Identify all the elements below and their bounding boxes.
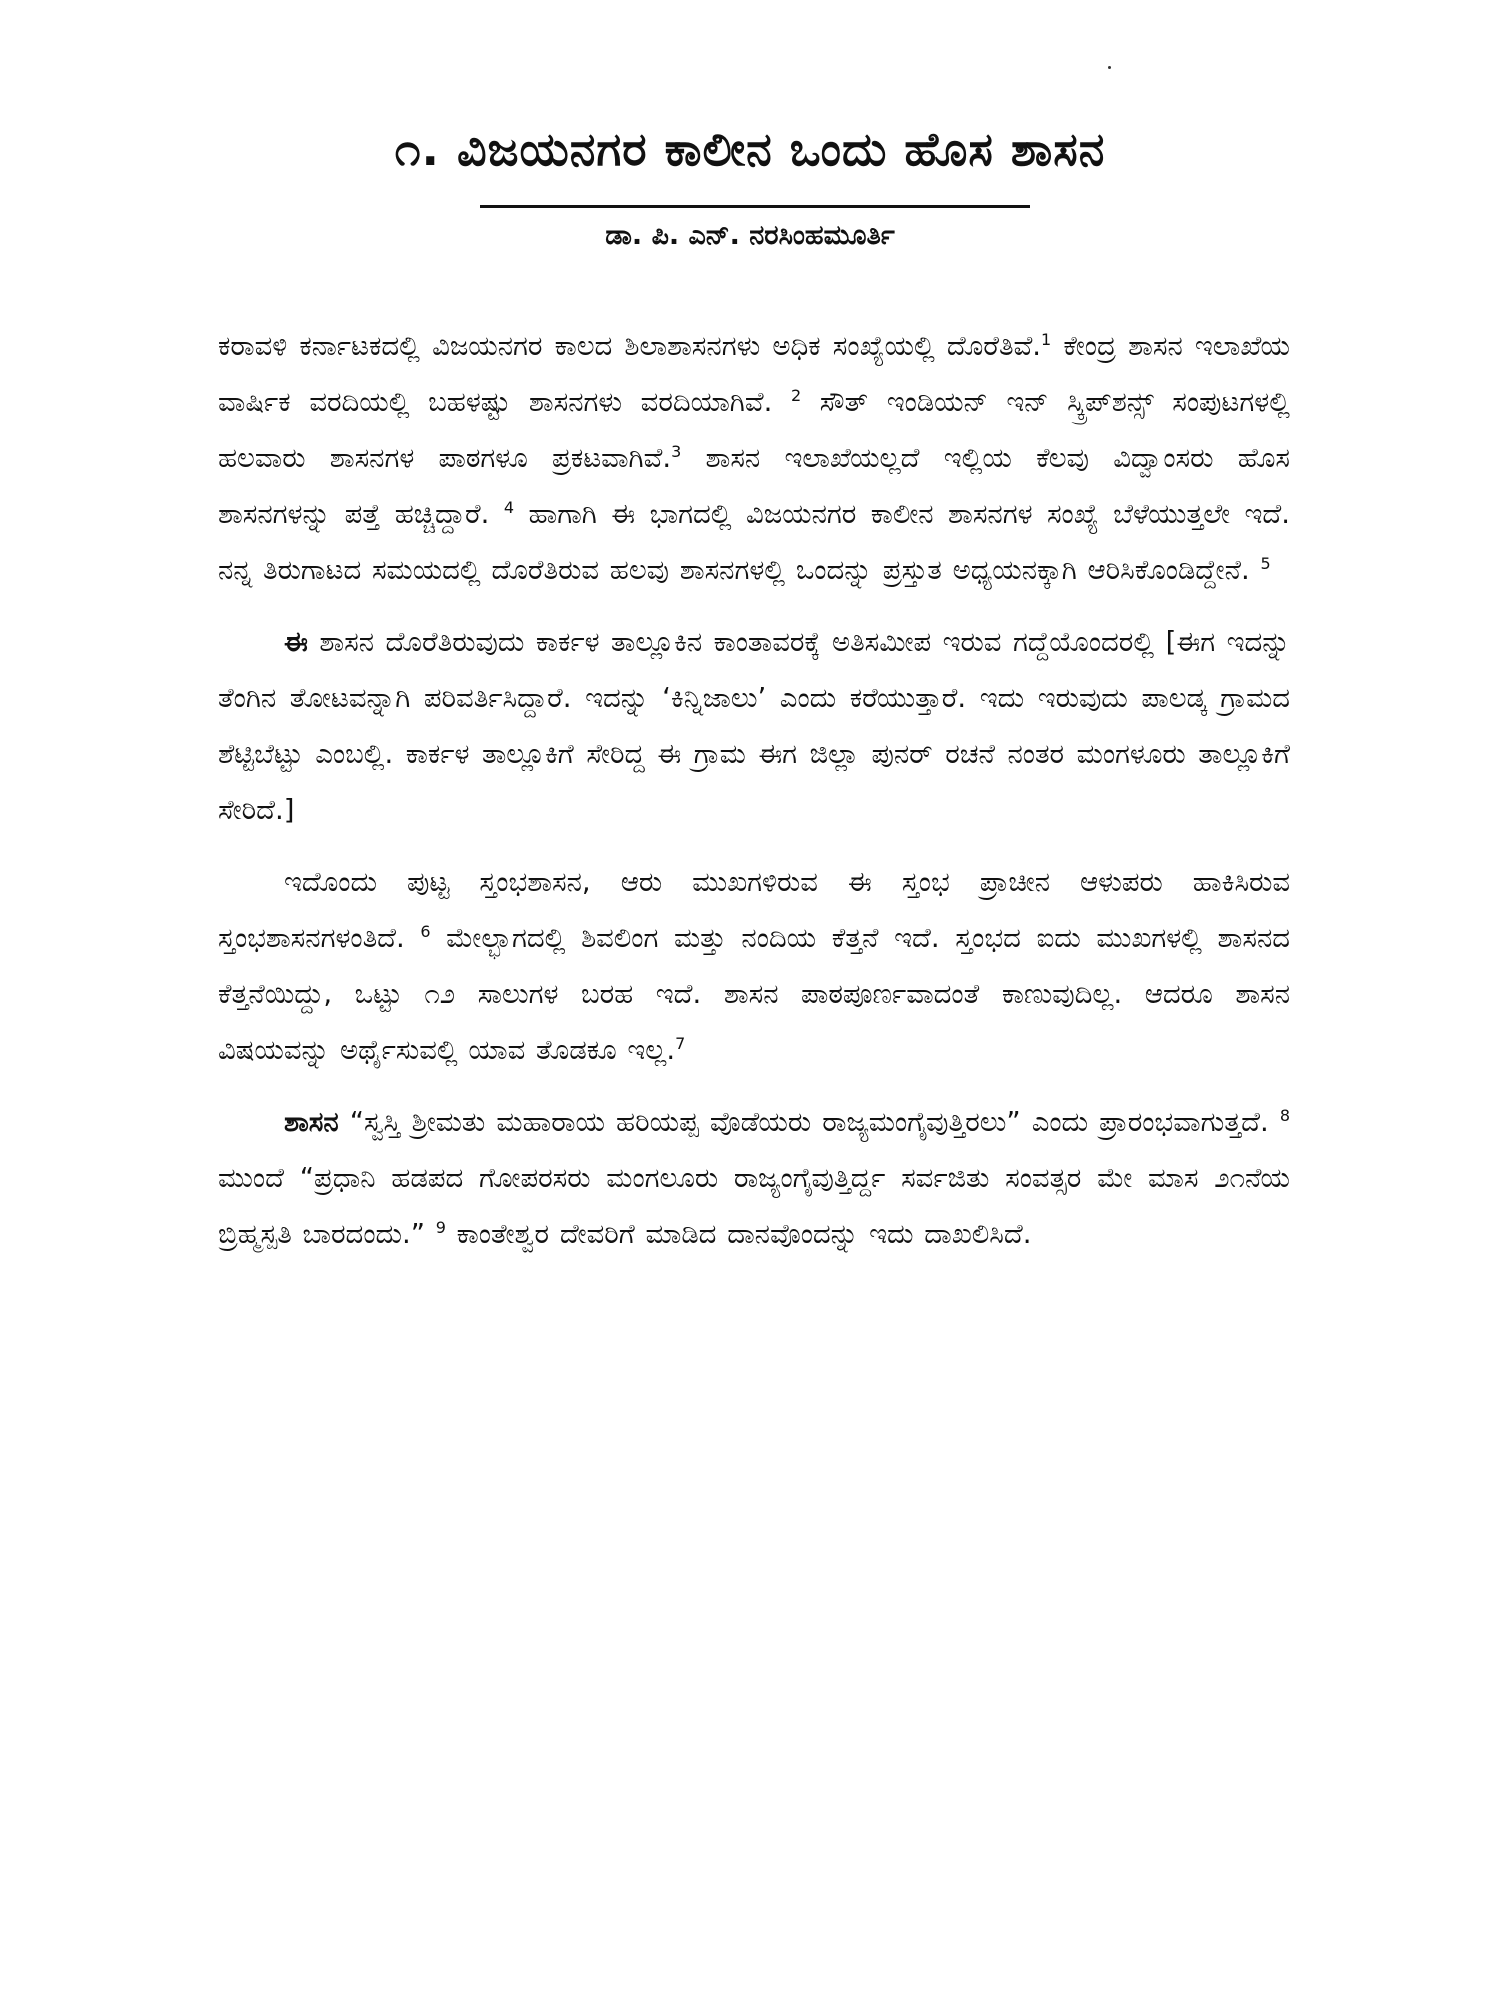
paragraph-text: ಕೇಂದ್ರ ಶಾಸನ ಇಲಾಖೆಯ ವಾರ್ಷಿಕ ವರದಿಯಲ್ಲಿ ಬಹಳಷ್ಟು ಶಾಸನಗಳು ವರದಿಯಾಗಿವೆ. bbox=[218, 330, 1290, 418]
footnote-ref: 2 bbox=[790, 385, 802, 405]
footnote-ref: 4 bbox=[503, 497, 515, 517]
title-underline bbox=[480, 205, 1030, 208]
paragraph-text: ಹಾಗಾಗಿ ಈ ಭಾಗದಲ್ಲಿ ವಿಜಯನಗರ ಕಾಲೀನ ಶಾಸನಗಳ ಸಂಖ್ಯೆ ಬೆಳೆಯುತ್ತಲೇ ಇದೆ. ನನ್ನ ತಿರುಗಾಟದ ಸಮಯದಲ್ಲಿ ದೊರೆತಿರುವ ಹಲವು ಶಾಸನಗಳಲ್ಲಿ ಒಂದನ್ನು ಪ್ರಸ್ತುತ ಅಧ್ಯಯನಕ್ಕಾಗಿ ಆರಿಸಿಕೊಂಡಿದ್ದೇನೆ. bbox=[218, 498, 1291, 586]
footnote-ref: 7 bbox=[675, 1033, 686, 1053]
paragraph-text: ಸೌತ್ ಇಂಡಿಯನ್ ಇನ್ ಸ್ಕ್ರಿಪ್‌ಶನ್ಸ್ ಸಂಪುಟಗಳಲ್ಲಿ ಹಲವಾರು ಶಾಸನಗಳ ಪಾಠಗಳೂ ಪ್ರಕಟವಾಗಿವೆ. bbox=[218, 386, 1290, 474]
paragraph-4 bbox=[218, 1094, 1290, 1262]
author-name: ಡಾ. ಪಿ. ಎನ್. ನರಸಿಂಹಮೂರ್ತಿ bbox=[605, 220, 895, 251]
paragraph-text: ಇದೊಂದು ಪುಟ್ಟ ಸ್ತಂಭಶಾಸನ, ಆರು ಮುಖಗಳಿರುವ ಈ ಸ್ತಂಭ ಪ್ರಾಚೀನ ಆಳುಪರು ಹಾಕಿಸಿರುವ ಸ್ತಂಭಶಾಸನಗಳಂತಿದೆ. bbox=[218, 866, 1290, 954]
paragraph-text: ಕಾಂತೇಶ್ವರ ದೇವರಿಗೆ ಮಾಡಿದ ದಾನವೊಂದನ್ನು ಇದು ದಾಖಲಿಸಿದೆ. bbox=[445, 1218, 1032, 1250]
footnote-ref: 3 bbox=[671, 441, 682, 461]
footnote-ref: 5 bbox=[1260, 553, 1271, 573]
paragraph-text: ಮೇಲ್ಭಾಗದಲ್ಲಿ ಶಿವಲಿಂಗ ಮತ್ತು ನಂದಿಯ ಕೆತ್ತನೆ ಇದೆ. ಸ್ತಂಭದ ಐದು ಮುಖಗಳಲ್ಲಿ ಶಾಸನದ ಕೆತ್ತನೆಯಿದ್ದು, ಒಟ್ಟು ೧೨ ಸಾಲುಗಳ ಬರಹ ಇದೆ. ಶಾಸನ ಪಾಠಪೂರ್ಣವಾದಂತೆ ಕಾಣುವುದಿಲ್ಲ. ಆದರೂ ಶಾಸನ ವಿಷಯವನ್ನು ಅರ್ಥೈಸುವಲ್ಲಿ ಯಾವ ತೊಡಕೂ ಇಲ್ಲ. bbox=[218, 922, 1290, 1066]
paragraph-3 bbox=[218, 854, 1290, 1078]
paragraph-text: “ಸ್ವಸ್ತಿ ಶ್ರೀಮತು ಮಹಾರಾಯ ಹರಿಯಪ್ಪ ವೊಡೆಯರು ರಾಜ್ಯಮಂಗೈವುತ್ತಿರಲು” ಎಂದು ಪ್ರಾರಂಭವಾಗುತ್ತದೆ. bbox=[338, 1106, 1280, 1138]
lead-word: ಶಾಸನ bbox=[284, 1106, 339, 1138]
lead-word: ಈ bbox=[284, 626, 308, 658]
paragraph-text: ಶಾಸನ ದೊರೆತಿರುವುದು ಕಾರ್ಕಳ ತಾಲ್ಲೂಕಿನ ಕಾಂತಾವರಕ್ಕೆ ಅತಿಸಮೀಪ ಇರುವ ಗದ್ದೆಯೊಂದರಲ್ಲಿ [ಈಗ ಇದನ್ನು ತೆಂಗಿನ ತೋಟವನ್ನಾಗಿ ಪರಿವರ್ತಿಸಿದ್ದಾರೆ. ಇದನ್ನು ‘ಕಿನ್ನಿಜಾಲು’ ಎಂದು ಕರೆಯುತ್ತಾರೆ. ಇದು ಇರುವುದು ಪಾಲಡ್ಕ ಗ್ರಾಮದ ಶೆಟ್ಟಿಬೆಟ್ಟು ಎಂಬಲ್ಲಿ. ಕಾರ್ಕಳ ತಾಲ್ಲೂಕಿಗೆ ಸೇರಿದ್ದ ಈ ಗ್ರಾಮ ಈಗ ಜಿಲ್ಲಾ ಪುನರ್ ರಚನೆ ನಂತರ ಮಂಗಳೂರು ತಾಲ್ಲೂಕಿಗೆ ಸೇರಿದೆ.] bbox=[218, 626, 1290, 826]
scan-speck bbox=[1108, 66, 1111, 69]
paragraph-text: ಮುಂದೆ “ಪ್ರಧಾನಿ ಹಡಪದ ಗೋಪರಸರು ಮಂಗಲೂರು ರಾಜ್ಯಂಗೈವುತ್ತಿರ್ದ್ದ ಸರ್ವಜಿತು ಸಂವತ್ಸರ ಮೇ ಮಾಸ ೨೧ನೆಯ ಬ್ರಿಹ್ಮಸ್ಪತಿ ಬಾರದಂದು.” bbox=[218, 1162, 1290, 1250]
paragraph-2 bbox=[218, 614, 1290, 838]
footnote-ref: 1 bbox=[1041, 329, 1052, 349]
article-body bbox=[218, 318, 1290, 1278]
footnote-ref: 6 bbox=[420, 921, 431, 941]
paragraph-text: ಶಾಸನ ಇಲಾಖೆಯಲ್ಲದೆ ಇಲ್ಲಿಯ ಕೆಲವು ವಿದ್ವಾಂಸರು ಹೊಸ ಶಾಸನಗಳನ್ನು ಪತ್ತೆ ಹಚ್ಚಿದ್ದಾರೆ. bbox=[218, 442, 1290, 530]
document-title: ೧. ವಿಜಯನಗರ ಕಾಲೀನ ಒಂದು ಹೊಸ ಶಾಸನ bbox=[394, 122, 1106, 176]
footnote-ref: 8 bbox=[1279, 1105, 1290, 1125]
footnote-ref: 9 bbox=[435, 1217, 446, 1237]
paragraph-text: ಕರಾವಳಿ ಕರ್ನಾಟಕದಲ್ಲಿ ವಿಜಯನಗರ ಕಾಲದ ಶಿಲಾಶಾಸನಗಳು ಅಧಿಕ ಸಂಖ್ಯೆಯಲ್ಲಿ ದೊರೆತಿವೆ. bbox=[218, 330, 1042, 362]
paragraph-1 bbox=[218, 318, 1290, 598]
